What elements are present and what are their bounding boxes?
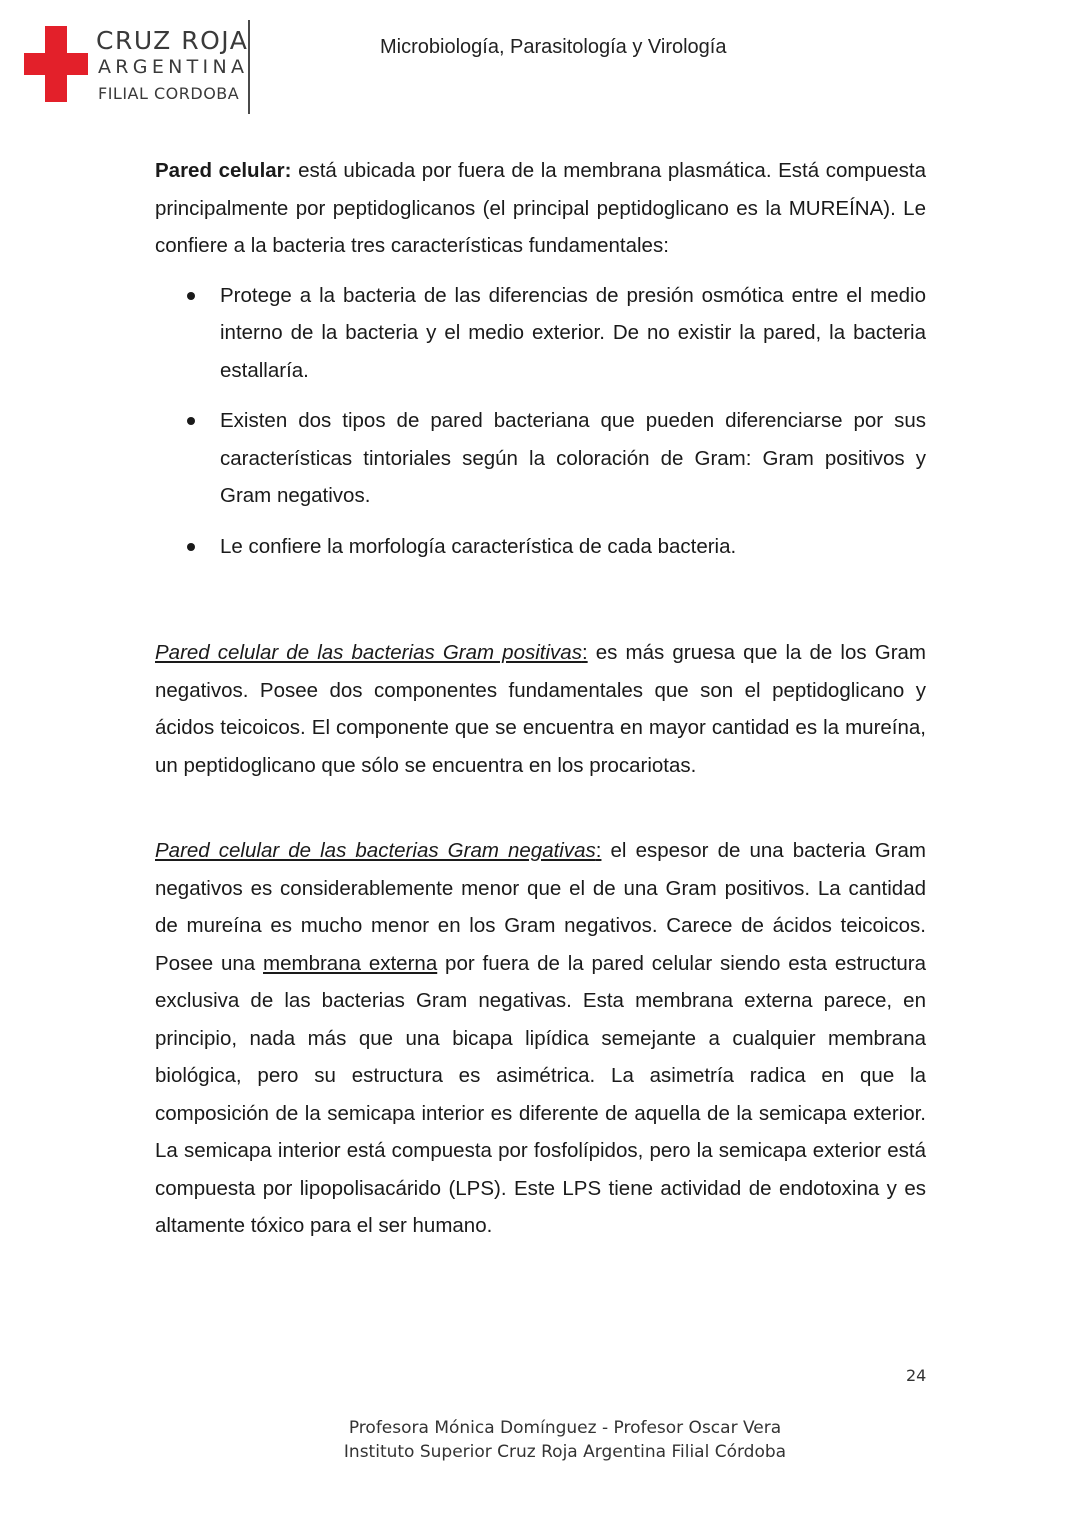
cruz-roja-logo xyxy=(24,22,254,118)
paragraph-text: es más gruesa que la de los Gram negativos. Posee dos componentes fundamentales que son el peptidoglicano y ácidos teicoicos. El componente que se encuentra en mayor cantidad es la mureína, un peptidoglicano que sólo se encuentra en los procariotas. xyxy=(155,641,927,777)
list-item xyxy=(155,402,926,515)
list-item xyxy=(155,277,926,390)
list-item-text: Protege a la bacteria de las diferencias de presión osmótica entre el medio interno de la bacteria y el medio exterior. De no existir la pared, la bacteria estallaría. xyxy=(220,283,926,382)
logo-line-cruz-roja: CRUZ ROJA xyxy=(96,26,249,55)
paragraph-text: el espesor de una bacteria Gram negativos es considerablemente menor que el de una Gram positivos. La cantidad de mureína es mucho menor en los Gram negativos. Carece de ácidos teicoicos. Posee una xyxy=(155,839,926,975)
header-divider xyxy=(248,20,250,114)
paragraph-pared-celular xyxy=(155,152,926,265)
paragraph-text: por fuera de la pared celular siendo esta estructura exclusiva de las bacterias Gram negativas. Esta membrana externa parece, en principio, nada más que una bicapa lipídica semejante a cualquier membrana biológica, pero su estructura es asimétrica. La asimetría radica en que la composición de la semicapa interior es diferente de aquella de la semicapa exterior. La semicapa interior está compuesta por fosfolípidos, pero la semicapa exterior está compuesta por lipopolisacárido (LPS). Este LPS tiene actividad de endotoxina y es altamente tóxico para el ser humano. xyxy=(155,951,926,1237)
footer-institution: Instituto Superior Cruz Roja Argentina Filial Córdoba xyxy=(343,1442,787,1462)
paragraph-gram-positivas xyxy=(155,634,926,784)
document-body xyxy=(155,152,926,1245)
list-item-text: Le confiere la morfología característica de cada bacteria. xyxy=(220,534,737,558)
page-footer xyxy=(0,1416,1080,1464)
heading-colon: : xyxy=(581,641,588,664)
red-cross-icon xyxy=(24,26,88,102)
term-pared-celular: Pared celular: xyxy=(155,159,292,182)
page-number: 24 xyxy=(906,1366,927,1385)
bullet-icon xyxy=(187,417,195,425)
term-membrana-externa: membrana externa xyxy=(263,951,438,975)
logo-line-argentina: ARGENTINA xyxy=(98,56,249,78)
heading-gram-positivas: Pared celular de las bacterias Gram positivas xyxy=(155,641,582,664)
list-item xyxy=(155,528,926,566)
bullet-icon xyxy=(187,292,195,300)
list-item-text: Existen dos tipos de pared bacteriana que pueden diferenciarse por sus características tintoriales según la coloración de Gram: Gram positivos y Gram negativos. xyxy=(220,409,926,507)
footer-authors: Profesora Mónica Domínguez - Profesor Oscar Vera xyxy=(348,1418,782,1438)
heading-gram-negativas: Pared celular de las bacterias Gram negativas xyxy=(155,839,596,862)
paragraph-text: está ubicada por fuera de la membrana plasmática. Está compuesta principalmente por peptidoglicanos (el principal peptidoglicano es la MUREÍNA). Le confiere a la bacteria tres características fundamentales: xyxy=(155,159,926,257)
heading-colon: : xyxy=(595,839,602,862)
page-header-title: Microbiología, Parasitología y Virología xyxy=(380,36,727,58)
characteristics-list xyxy=(155,277,926,566)
bullet-icon xyxy=(187,543,195,551)
paragraph-gram-negativas xyxy=(155,832,926,1245)
logo-line-filial: FILIAL CORDOBA xyxy=(98,84,240,103)
